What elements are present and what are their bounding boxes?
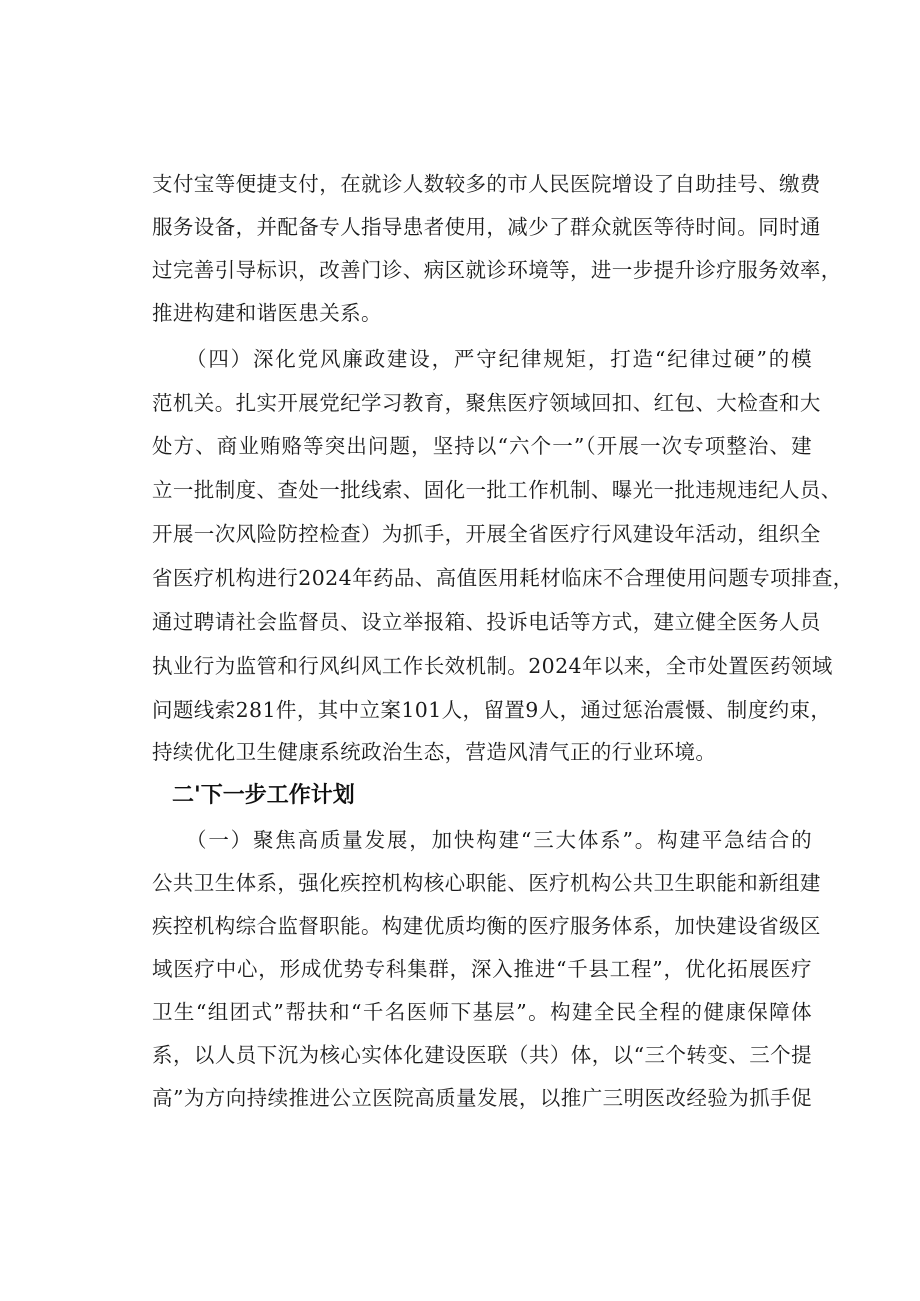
paragraph-3-line-6: 系，以人员下沉为核心实体化建设医联（共）体，以“三个转变、三个提 [152,1043,812,1067]
paragraph-1-line-4: 推进构建和谐医患关系。 [152,301,382,325]
paragraph-3-line-5: 卫生“组团式”帮扶和“千名医师下基层”。构建全民全程的健康保障体 [152,1000,812,1024]
paragraph-1-line-1: 支付宝等便捷支付，在就诊人数较多的市人民医院增设了自助挂号、缴费 [152,172,821,196]
paragraph-3-line-7: 高”为方向持续推进公立医院高质量发展，以推广三明医改经验为抓手促 [152,1086,812,1110]
paragraph-2-line-7: 通过聘请社会监督员、设立举报箱、投诉电话等方式，建立健全医务人员 [152,610,821,634]
paragraph-2-line-6: 省医疗机构进行2024年药品、高值医用耗材临床不合理使用问题专项排查， [152,566,854,590]
paragraph-2-line-8: 执业行为监管和行风纠风工作长效机制。2024年以来，全市处置医药领域 [152,654,833,678]
paragraph-2-line-10: 持续优化卫生健康系统政治生态，营造风清气正的行业环境。 [152,740,717,764]
paragraph-2-line-9: 问题线索281件，其中立案101人，留置9人，通过惩治震慑、制度约束， [152,698,832,722]
paragraph-2-line-2: 范机关。扎实开展党纪学习教育，聚焦医疗领域回扣、红包、大检查和大 [152,391,821,415]
paragraph-1-line-2: 服务设备，并配备专人指导患者使用，减少了群众就医等待时间。同时通 [152,215,821,239]
section-heading: 二'下一步工作计划 [172,783,355,808]
paragraph-3-line-3: 疾控机构综合监督职能。构建优质均衡的医疗服务体系，加快建设省级区 [152,914,821,938]
paragraph-3-line-2: 公共卫生体系，强化疾控机构核心职能、医疗机构公共卫生职能和新组建 [152,871,821,895]
paragraph-2-line-1: （四）深化党风廉政建设，严守纪律规矩，打造“纪律过硬”的模 [186,347,812,371]
paragraph-2-line-5: 开展一次风险防控检查）为抓手，开展全省医疗行风建设年活动，组织全 [152,522,821,546]
paragraph-1-line-3: 过完善引导标识，改善门诊、病区就诊环境等，进一步提升诊疗服务效率， [152,258,842,282]
paragraph-3-line-4: 域医疗中心，形成优势专科集群，深入推进“千县工程”，优化拓展医疗 [152,957,812,981]
paragraph-2-line-3: 处方、商业贿赂等突出问题，坚持以“六个一”（开展一次专项整治、建 [152,434,812,458]
paragraph-3-line-1: （一）聚焦高质量发展，加快构建“三大体系”。构建平急结合的 [186,828,812,852]
paragraph-2-line-4: 立一批制度、查处一批线索、固化一批工作机制、曝光一批违规违纪人员、 [152,478,842,502]
